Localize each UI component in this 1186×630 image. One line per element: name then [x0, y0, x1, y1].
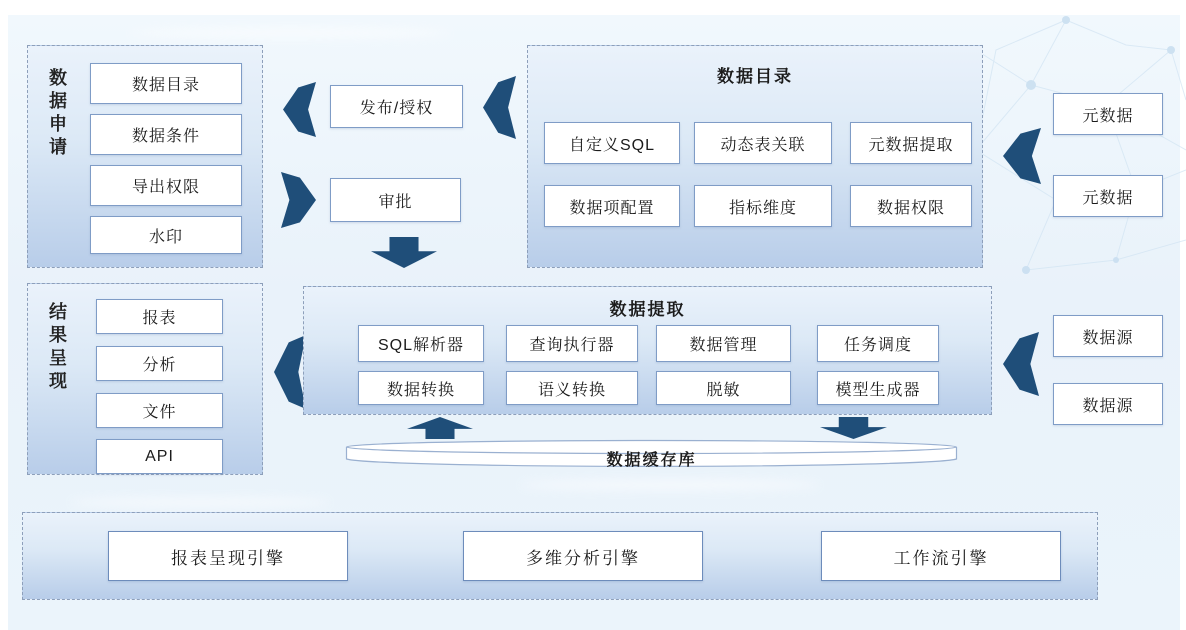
panel-data-catalog-title: 数据目录: [717, 67, 793, 86]
arrow-left-icon: [483, 76, 516, 139]
arrow-down-icon: [371, 237, 437, 268]
arrow-down-icon: [820, 417, 887, 439]
panel-data-extraction: [303, 286, 992, 415]
box-publish-authorize: 发布/授权: [330, 85, 463, 128]
box-sql-parser: SQL解析器: [358, 325, 484, 362]
box-report: 报表: [96, 299, 223, 334]
box-report-engine: 报表呈现引擎: [108, 531, 348, 581]
light-streak: [70, 498, 330, 507]
box-data-condition: 数据条件: [90, 114, 242, 155]
box-task-scheduler: 任务调度: [817, 325, 939, 362]
box-metadata-1: 元数据: [1053, 93, 1163, 135]
box-query-executor: 查询执行器: [506, 325, 638, 362]
box-metadata-extract: 元数据提取: [850, 122, 972, 164]
cache-database-cylinder: [345, 439, 958, 469]
panel-data-extraction-title: 数据提取: [609, 300, 686, 319]
box-analysis: 分析: [96, 346, 223, 381]
box-semantic-transform: 语义转换: [506, 371, 638, 405]
box-custom-sql: 自定义SQL: [544, 122, 680, 164]
panel-data-apply-title: 数据申请: [47, 68, 67, 160]
panel-engines: [22, 512, 1098, 600]
box-data-item-config: 数据项配置: [544, 185, 680, 227]
box-data-transform: 数据转换: [358, 371, 484, 405]
box-datasource-2: 数据源: [1053, 383, 1163, 425]
box-data-permission: 数据权限: [850, 185, 972, 227]
box-approval: 审批: [330, 178, 461, 222]
box-export-permission: 导出权限: [90, 165, 242, 206]
box-data-management: 数据管理: [656, 325, 791, 362]
box-desensitize: 脱敏: [656, 371, 791, 405]
panel-data-catalog: [527, 45, 983, 268]
box-metadata-2: 元数据: [1053, 175, 1163, 217]
arrow-up-icon: [407, 417, 473, 439]
cache-database-label: 数据缓存库: [606, 452, 697, 469]
box-dynamic-table-join: 动态表关联: [694, 122, 832, 164]
box-watermark: 水印: [90, 216, 242, 254]
box-api: API: [96, 439, 223, 474]
box-model-generator: 模型生成器: [817, 371, 939, 405]
light-streak: [520, 480, 820, 490]
arrow-left-icon: [1003, 128, 1041, 184]
arrow-left-icon: [274, 335, 306, 409]
box-olap-engine: 多维分析引擎: [463, 531, 703, 581]
panel-result-present-title: 结果呈现: [47, 302, 67, 394]
light-streak: [130, 28, 450, 38]
box-file: 文件: [96, 393, 223, 428]
box-indicator-dimension: 指标维度: [694, 185, 832, 227]
arrow-left-icon: [283, 82, 316, 137]
panel-data-apply: [27, 45, 263, 268]
box-data-catalog-item: 数据目录: [90, 63, 242, 104]
box-datasource-1: 数据源: [1053, 315, 1163, 357]
arrow-left-icon: [1003, 332, 1039, 396]
arrow-right-icon: [281, 172, 316, 228]
box-workflow-engine: 工作流引擎: [821, 531, 1061, 581]
panel-result-present: [27, 283, 263, 475]
